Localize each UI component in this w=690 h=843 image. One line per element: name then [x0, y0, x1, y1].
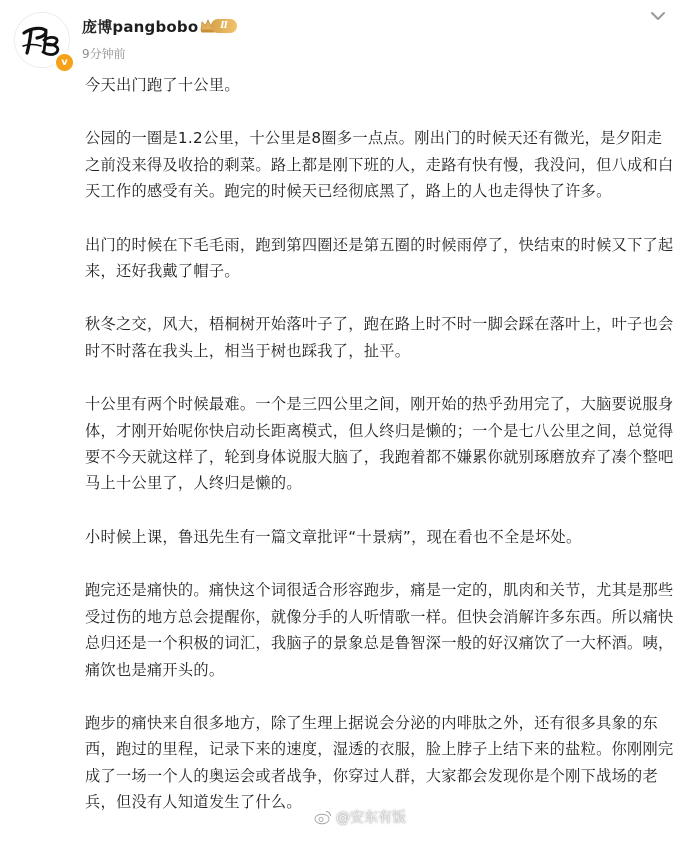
author-name[interactable]: 庞博pangbobo	[82, 18, 199, 36]
post-paragraph: 公园的一圈是1.2公里，十公里是8圈多一点点。刚出门的时候天还有微光，是夕阳走之前没来得及收拾的剩菜。路上都是刚下班的人，走路有快有慢，我没问，但八成和白天工作的感受有关。跑完的时候天已经彻底黑了，路上的人也走得快了许多。	[85, 129, 674, 201]
post-timestamp[interactable]: 9分钟前	[82, 47, 126, 61]
avatar[interactable]	[14, 12, 70, 68]
post-paragraph: 十公里有两个时候最难。一个是三四公里之间，刚开始的热乎劲用完了，大脑要说服身体，才刚开始呢你快启动长距离模式，但人终归是懒的；一个是七八公里之间，总觉得要不今天就这样了，轮到身体说服大脑了，我跑着都不嫌累你就别琢磨放弃了凑个整吧马上十公里了，人终归是懒的。	[85, 395, 674, 493]
verified-badge: v	[54, 52, 75, 73]
chevron-down-icon	[648, 8, 668, 24]
more-options-button[interactable]	[648, 8, 668, 24]
user-level-badge[interactable]	[199, 17, 239, 35]
post-paragraph: 出门的时候在下毛毛雨，跑到第四圈还是第五圈的时候雨停了，快结束的时候又下了起来，还好我戴了帽子。	[85, 235, 674, 281]
watermark-text: @安东有饭	[336, 810, 406, 826]
post-content	[85, 72, 675, 843]
post-paragraph: 跑完还是痛快的。痛快这个词很适合形容跑步，痛是一定的，肌肉和关节，尤其是那些受过伤的地方总会提醒你，就像分手的人听情歌一样。但快会消解许多东西。所以痛快总归还是一个积极的词汇，我脑子的景象总是鲁智深一般的好汉痛饮了一大杯酒。咦，痛饮也是痛开头的。	[85, 581, 674, 679]
post-paragraph: 小时候上课，鲁迅先生有一篇文章批评“十景病”，现在看也不全是坏处。	[85, 527, 582, 546]
post-paragraph: 秋冬之交，风大，梧桐树开始落叶子了，跑在路上时不时一脚会踩在落叶上，叶子也会时不时落在我头上，相当于树也踩我了，扯平。	[85, 315, 674, 360]
user-level-label: Ⅱ	[211, 19, 237, 33]
post-paragraph: 跑步的痛快来自很多地方，除了生理上据说会分泌的内啡肽之外，还有很多具象的东西，跑过的里程，记录下来的速度，湿透的衣服，脸上脖子上结下来的盐粒。你刚刚完成了一场一个人的奥运会或者战争，你穿过人群，大家都会发现你是个刚下战场的老兵，但没有人知道发生了什么。	[85, 713, 674, 812]
watermark	[314, 807, 406, 827]
weibo-logo-icon	[314, 809, 332, 825]
post-paragraph: 今天出门跑了十公里。	[85, 76, 240, 94]
